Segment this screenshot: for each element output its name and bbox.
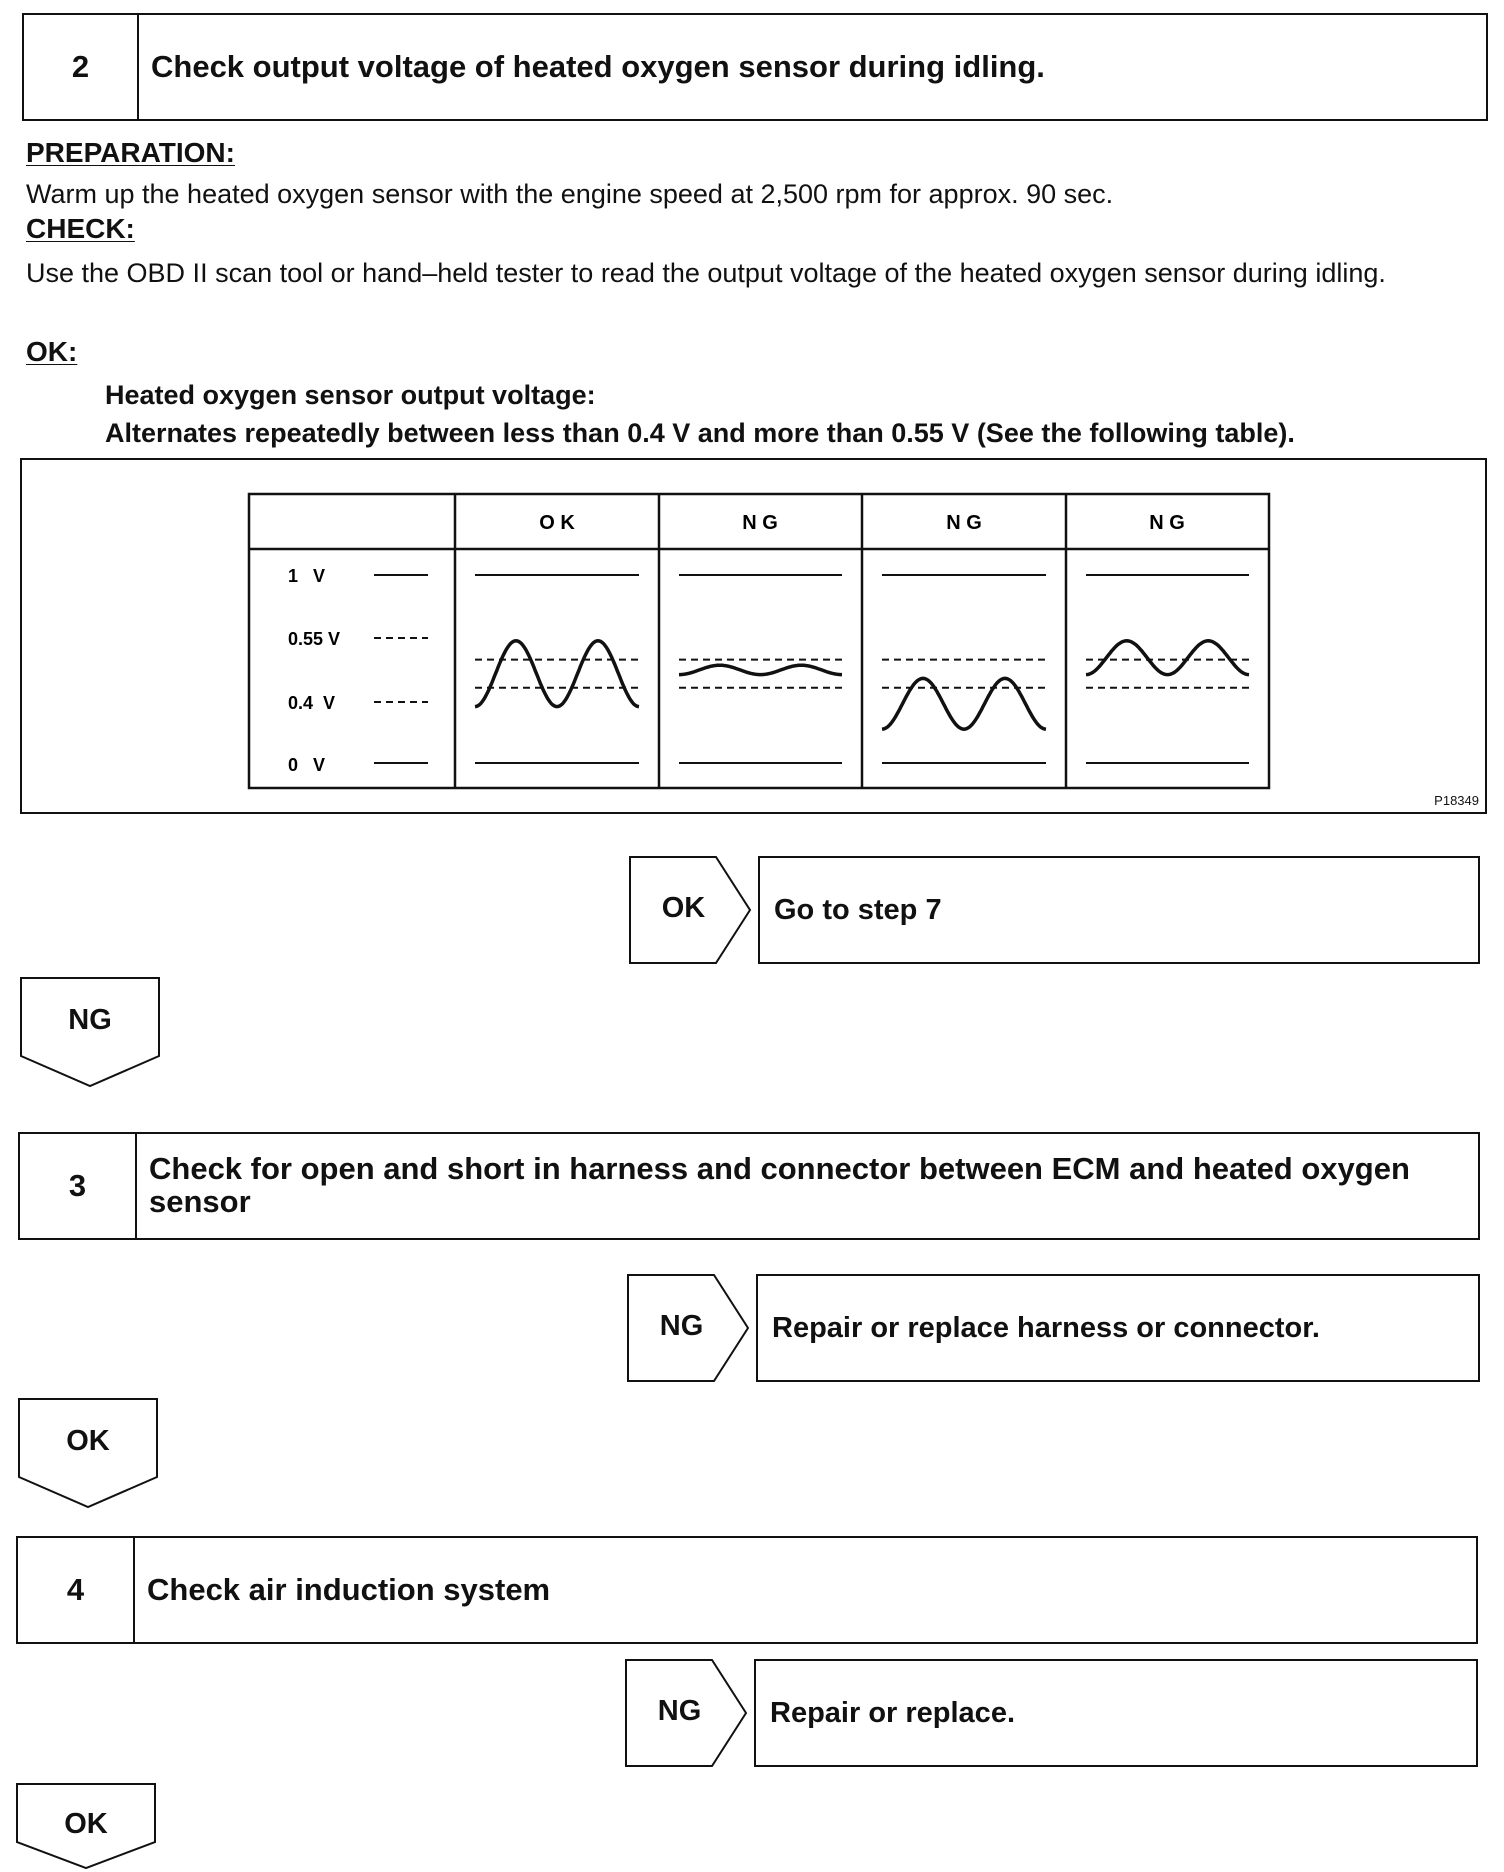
check-heading: CHECK: <box>26 213 135 244</box>
voltage-label-0v: 0 V <box>288 755 326 775</box>
ng-label: NG <box>68 1004 112 1036</box>
ng-label: NG <box>659 1310 704 1342</box>
step-2-box <box>22 13 1488 121</box>
voltage-waveform <box>475 641 639 707</box>
ok-criterion-line-2: Alternates repeatedly between less than 0.4 V and more than 0.55 V (See the following table). <box>105 418 1295 448</box>
step-number: 3 <box>20 1134 137 1238</box>
step-4-box <box>16 1536 1478 1644</box>
column-header-ok: O K <box>539 512 575 534</box>
waveform-figure <box>20 458 1487 814</box>
check-text: Use the OBD II scan tool or hand–held tester to read the output voltage of the heated oxygen sensor during idling. <box>26 258 1386 288</box>
step-number: 2 <box>24 15 139 119</box>
ok-label: OK <box>661 892 706 924</box>
repair-harness-box: Repair or replace harness or connector. <box>756 1274 1480 1382</box>
voltage-label-055v: 0.55 V <box>288 629 341 649</box>
step-number: 4 <box>18 1538 135 1642</box>
ok-label: OK <box>64 1808 108 1840</box>
voltage-label-04v: 0.4 V <box>288 693 336 713</box>
ng-label: NG <box>657 1695 702 1727</box>
step-title: Check for open and short in harness and connector between ECM and heated oxygen sensor <box>149 1151 1410 1219</box>
column-header-ng: N G <box>1149 512 1185 534</box>
step-title: Check output voltage of heated oxygen sensor during idling. <box>151 48 1045 84</box>
ok-label: OK <box>66 1425 110 1457</box>
table-border <box>249 494 1269 788</box>
waveform-table <box>22 460 1485 812</box>
preparation-text: Warm up the heated oxygen sensor with the engine speed at 2,500 rpm for approx. 90 sec. <box>26 179 1114 209</box>
figure-code: P18349 <box>1434 793 1479 808</box>
preparation-heading: PREPARATION: <box>26 137 235 168</box>
voltage-waveform <box>1086 641 1249 675</box>
voltage-label-1v: 1 V <box>288 566 326 586</box>
ok-heading: OK: <box>26 336 78 367</box>
ok-criterion-line-1: Heated oxygen sensor output voltage: <box>105 380 596 410</box>
column-header-ng: N G <box>946 512 982 534</box>
step-3-box <box>18 1132 1480 1240</box>
step-title: Check air induction system <box>147 1571 551 1607</box>
go-to-step-7-box: Go to step 7 <box>758 856 1480 964</box>
voltage-waveform <box>882 678 1046 729</box>
column-header-ng: N G <box>742 512 778 534</box>
repair-replace-box: Repair or replace. <box>754 1659 1478 1767</box>
voltage-waveform <box>679 665 842 674</box>
